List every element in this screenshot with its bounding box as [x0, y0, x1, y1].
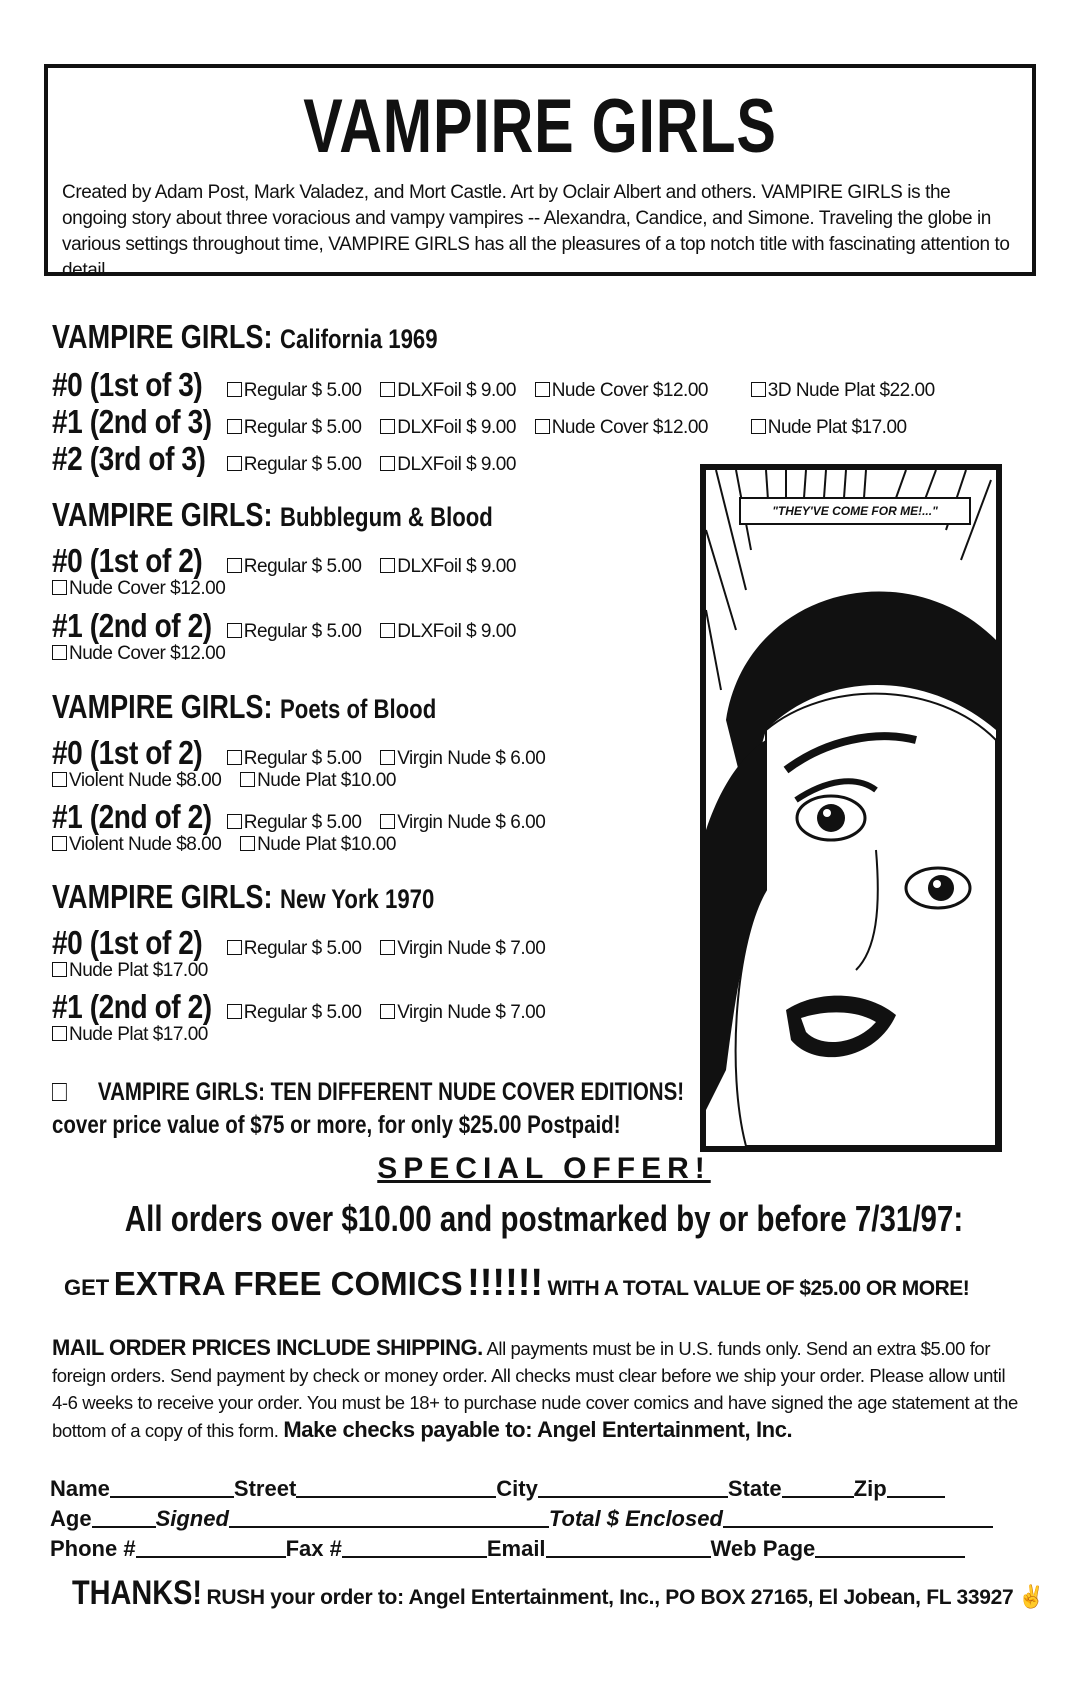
order-option[interactable]: Violent Nude $8.00: [52, 770, 221, 792]
order-option[interactable]: DLXFoil $ 9.00: [380, 417, 516, 439]
age-label: Age: [50, 1506, 92, 1531]
issue-extra-row: [52, 834, 410, 856]
series-subtitle: New York 1970: [280, 884, 435, 914]
header-box: [44, 64, 1036, 281]
series-new-york-1970: [52, 878, 518, 916]
order-option[interactable]: Violent Nude $8.00: [52, 834, 221, 856]
footer: [72, 1574, 1045, 1613]
signed-field[interactable]: [229, 1506, 549, 1528]
page-title: VAMPIRE GIRLS: [303, 84, 777, 169]
checkbox[interactable]: [227, 382, 242, 397]
issue-extra-row: [52, 1024, 222, 1046]
checkbox[interactable]: [227, 1004, 242, 1019]
form-row-1: [50, 1476, 945, 1502]
terms-text: All payments must be in U.S. funds only. Send an extra $5.00 for foreign orders. Send payment by check or money order. All checks must clear before we ship your order. Please allow until 4-6 weeks to receive your order. You must be 18+ to purchase nude cover comics and have signed the age statement at the bottom of a copy of this form.: [52, 1338, 1018, 1441]
order-option[interactable]: DLXFoil $ 9.00: [380, 621, 516, 643]
web-label: Web Page: [710, 1536, 816, 1561]
offer-line: [64, 1262, 969, 1305]
order-option[interactable]: Nude Plat $17.00: [52, 1024, 208, 1046]
name-field[interactable]: [110, 1476, 234, 1498]
issue-label: #1 (2nd of 2): [52, 798, 212, 835]
checkbox[interactable]: [380, 814, 395, 829]
series-title: VAMPIRE GIRLS:: [52, 496, 273, 533]
order-option[interactable]: DLXFoil $ 9.00: [380, 380, 516, 402]
order-option[interactable]: Regular $ 5.00: [227, 748, 362, 770]
issue-row: [52, 366, 949, 404]
issue-label: #1 (2nd of 2): [52, 988, 212, 1025]
issue-row: [52, 542, 530, 580]
issue-row: [52, 798, 559, 836]
issue-row: [52, 403, 921, 441]
series-title: VAMPIRE GIRLS:: [52, 688, 273, 725]
checkbox[interactable]: [227, 623, 242, 638]
zip-field[interactable]: [887, 1476, 945, 1498]
total-field[interactable]: [723, 1506, 993, 1528]
email-field[interactable]: [546, 1536, 711, 1558]
checkbox[interactable]: [52, 772, 67, 787]
offer-condition: All orders over $10.00 and postmarked by or before 7/31/97:: [124, 1198, 964, 1239]
age-field[interactable]: [92, 1506, 156, 1528]
offer-bangs: !!!!!!: [467, 1262, 544, 1304]
order-option[interactable]: Virgin Nude $ 6.00: [380, 748, 545, 770]
state-field[interactable]: [782, 1476, 854, 1498]
order-option[interactable]: DLXFoil $ 9.00: [380, 454, 516, 476]
fax-label: Fax #: [285, 1536, 342, 1561]
offer-extra: EXTRA FREE COMICS: [113, 1265, 463, 1302]
state-label: State: [727, 1476, 782, 1501]
series-title: VAMPIRE GIRLS:: [52, 318, 273, 355]
offer-value: WITH A TOTAL VALUE OF $25.00 OR MORE!: [547, 1277, 970, 1300]
checkbox[interactable]: [380, 940, 395, 955]
issue-label: #1 (2nd of 2): [52, 607, 212, 644]
checkbox[interactable]: [52, 645, 67, 660]
comic-panel: [700, 464, 1002, 1152]
bundle-checkbox[interactable]: [52, 1083, 67, 1101]
checkbox[interactable]: [380, 456, 395, 471]
web-field[interactable]: [815, 1536, 965, 1558]
checkbox[interactable]: [52, 580, 67, 595]
vampire-girl-illustration: [706, 470, 996, 1146]
signed-label: Signed: [155, 1506, 229, 1531]
issue-row: [52, 988, 559, 1026]
checkbox[interactable]: [52, 962, 67, 977]
speech-caption: "THEY'VE COME FOR ME!...": [772, 504, 938, 518]
order-option[interactable]: Regular $ 5.00: [227, 1002, 362, 1024]
fax-field[interactable]: [342, 1536, 487, 1558]
checkbox[interactable]: [240, 836, 255, 851]
checkbox[interactable]: [52, 836, 67, 851]
issue-label: #0 (1st of 3): [52, 366, 203, 403]
street-label: Street: [233, 1476, 297, 1501]
issue-extra-row: [52, 960, 222, 982]
issue-row: [52, 607, 530, 645]
checkbox[interactable]: [535, 382, 550, 397]
checkbox[interactable]: [227, 456, 242, 471]
terms-bold: MAIL ORDER PRICES INCLUDE SHIPPING.: [52, 1335, 483, 1360]
order-option[interactable]: Regular $ 5.00: [227, 556, 362, 578]
special-offer-heading: SPECIAL OFFER!: [377, 1152, 711, 1185]
order-option[interactable]: Regular $ 5.00: [227, 417, 362, 439]
issue-label: #0 (1st of 2): [52, 924, 203, 961]
order-option[interactable]: Regular $ 5.00: [227, 938, 362, 960]
form-row-2: [50, 1506, 993, 1532]
order-option[interactable]: Nude Cover $12.00: [535, 417, 708, 439]
issue-label: #2 (3rd of 3): [52, 440, 206, 477]
bundle-line-2: cover price value of $75 or more, for only $25.00 Postpaid!: [52, 1111, 621, 1139]
checkbox[interactable]: [227, 940, 242, 955]
email-label: Email: [486, 1536, 546, 1561]
order-option[interactable]: 3D Nude Plat $22.00: [751, 380, 935, 402]
checkbox[interactable]: [227, 814, 242, 829]
issue-label: #0 (1st of 2): [52, 734, 203, 771]
checkbox[interactable]: [751, 419, 766, 434]
issue-extra-row: [52, 643, 239, 665]
checkbox[interactable]: [380, 1004, 395, 1019]
checkbox[interactable]: [240, 772, 255, 787]
issue-extra-row: [52, 578, 239, 600]
order-option[interactable]: Nude Cover $12.00: [52, 578, 225, 600]
phone-field[interactable]: [136, 1536, 286, 1558]
rush-address: RUSH your order to: Angel Entertainment, Inc., PO BOX 27165, El Jobean, FL 33927: [206, 1586, 1014, 1609]
series-title: VAMPIRE GIRLS:: [52, 878, 273, 915]
total-label: Total $ Enclosed: [548, 1506, 723, 1531]
issue-label: #1 (2nd of 3): [52, 403, 212, 440]
checkbox[interactable]: [227, 419, 242, 434]
order-option[interactable]: Virgin Nude $ 7.00: [380, 938, 545, 960]
series-subtitle: Poets of Blood: [280, 694, 437, 724]
street-field[interactable]: [296, 1476, 496, 1498]
order-option[interactable]: Regular $ 5.00: [227, 812, 362, 834]
phone-label: Phone #: [50, 1536, 136, 1561]
intro-text: Created by Adam Post, Mark Valadez, and Mort Castle. Art by Oclair Albert and others. VAMPIRE GIRLS is the ongoing story about three voracious and vampy vampires -- Alexandra, Candice, and Simone. Traveling the globe in various settings throughout time, VAMPIRE GIRLS has all the pleasures of a top notch title with fascinating attention to detail.: [62, 182, 1010, 281]
issue-label: #0 (1st of 2): [52, 542, 203, 579]
series-bubblegum-blood: [52, 496, 590, 534]
zip-label: Zip: [853, 1476, 887, 1501]
thanks-text: THANKS!: [72, 1574, 203, 1612]
order-option[interactable]: Nude Plat $10.00: [240, 770, 396, 792]
series-poets-of-blood: [52, 688, 521, 726]
name-label: Name: [50, 1476, 110, 1501]
order-option[interactable]: DLXFoil $ 9.00: [380, 556, 516, 578]
checkbox[interactable]: [751, 382, 766, 397]
order-option[interactable]: Regular $ 5.00: [227, 621, 362, 643]
issue-row: [52, 440, 530, 478]
thumbs-up-icon: ✌: [1017, 1584, 1046, 1609]
checkbox[interactable]: [380, 419, 395, 434]
issue-extra-row: [52, 770, 410, 792]
order-option[interactable]: Nude Cover $12.00: [535, 380, 708, 402]
order-option[interactable]: Nude Cover $12.00: [52, 643, 225, 665]
checkbox[interactable]: [227, 558, 242, 573]
issue-row: [52, 924, 559, 962]
form-row-3: [50, 1536, 965, 1562]
checkbox[interactable]: [52, 1026, 67, 1041]
order-option[interactable]: Nude Plat $10.00: [240, 834, 396, 856]
series-subtitle: California 1969: [280, 324, 438, 354]
series-subtitle: Bubblegum & Blood: [280, 502, 493, 532]
terms-paragraph: [52, 1334, 1024, 1444]
terms-payable: Make checks payable to: Angel Entertainment, Inc.: [283, 1417, 793, 1442]
checkbox[interactable]: [380, 750, 395, 765]
checkbox[interactable]: [380, 558, 395, 573]
bundle-line-1: VAMPIRE GIRLS: TEN DIFFERENT NUDE COVER EDITIONS!: [97, 1078, 685, 1106]
checkbox[interactable]: [380, 382, 395, 397]
checkbox[interactable]: [227, 750, 242, 765]
order-option[interactable]: Nude Plat $17.00: [751, 417, 907, 439]
order-option[interactable]: Regular $ 5.00: [227, 380, 362, 402]
series-california-1969: [52, 318, 522, 356]
order-option[interactable]: Regular $ 5.00: [227, 454, 362, 476]
issue-row: [52, 734, 559, 772]
order-option[interactable]: Virgin Nude $ 6.00: [380, 812, 545, 834]
city-label: City: [496, 1476, 538, 1501]
city-field[interactable]: [538, 1476, 728, 1498]
checkbox[interactable]: [535, 419, 550, 434]
order-option[interactable]: Virgin Nude $ 7.00: [380, 1002, 545, 1024]
offer-get: GET: [64, 1275, 110, 1300]
checkbox[interactable]: [380, 623, 395, 638]
order-option[interactable]: Nude Plat $17.00: [52, 960, 208, 982]
